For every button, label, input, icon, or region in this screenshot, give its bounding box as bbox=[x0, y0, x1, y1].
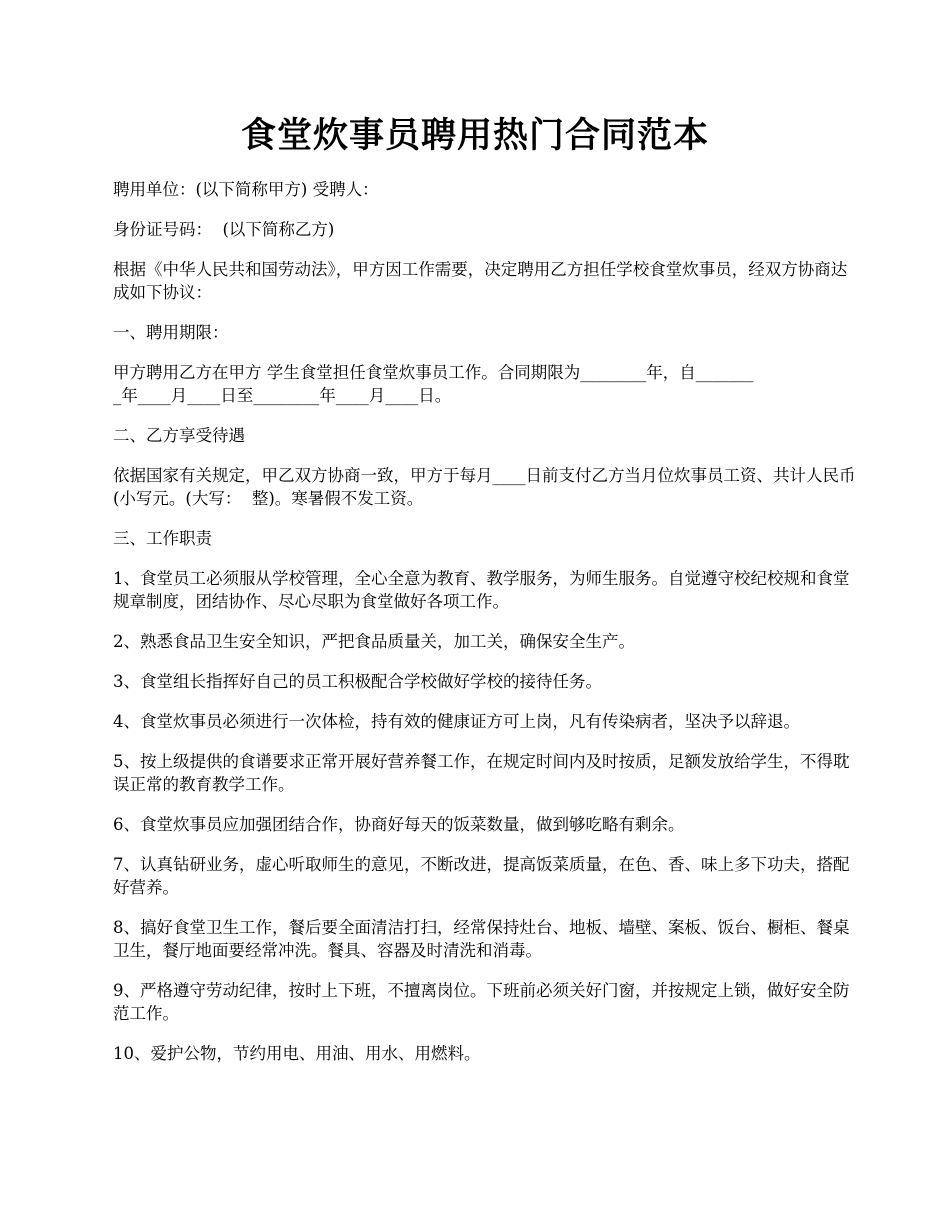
duty-item-10: 10、爱护公物，节约用电、用油、用水、用燃料。 bbox=[113, 1044, 481, 1063]
document-body bbox=[113, 178, 858, 1082]
section-heading-benefits: 二、乙方享受待遇 bbox=[113, 426, 245, 445]
document-title: 食堂炊事员聘用热门合同范本 bbox=[240, 115, 709, 156]
paragraph-benefits-details: 依据国家有关规定，甲乙双方协商一致，甲方于每月____日前支付乙方当月位炊事员工资、共计人民币(小写元。(大写： 整)。寒暑假不发工资。 bbox=[113, 466, 856, 508]
duty-item-1: 1、食堂员工必须服从学校管理，全心全意为教育、教学服务，为师生服务。自觉遵守校纪校规和食堂规章制度，团结协作、尽心尽职为食堂做好各项工作。 bbox=[113, 569, 850, 611]
duty-item-3: 3、食堂组长指挥好自己的员工积极配合学校做好学校的接待任务。 bbox=[113, 672, 602, 691]
paragraph-preamble: 根据《中华人民共和国劳动法》，甲方因工作需要，决定聘用乙方担任学校食堂炊事员，经双方协商达成如下协议： bbox=[113, 260, 848, 302]
paragraph-employer: 聘用单位：(以下简称甲方) 受聘人： bbox=[113, 180, 379, 199]
duty-item-6: 6、食堂炊事员应加强团结合作，协商好每天的饭菜数量，做到够吃略有剩余。 bbox=[113, 815, 685, 834]
duty-item-4: 4、食堂炊事员必须进行一次体检，持有效的健康证方可上岗，凡有传染病者，坚决予以辞退。 bbox=[113, 712, 800, 731]
duty-item-5: 5、按上级提供的食谱要求正常开展好营养餐工作，在规定时间内及时按质，足额发放给学生，不得耽误正常的教育教学工作。 bbox=[113, 752, 850, 794]
section-heading-duties: 三、工作职责 bbox=[113, 529, 212, 548]
duty-item-2: 2、熟悉食品卫生安全知识，严把食品质量关，加工关，确保安全生产。 bbox=[113, 632, 635, 651]
paragraph-id-number: 身份证号码： (以下简称乙方) bbox=[113, 220, 335, 239]
paragraph-term-details: 甲方聘用乙方在甲方 学生食堂担任食堂炊事员工作。合同期限为________年，自_______ _年____月____日至________年____月____日。 bbox=[113, 363, 754, 405]
section-heading-term: 一、聘用期限： bbox=[113, 323, 229, 342]
duty-item-9: 9、严格遵守劳动纪律，按时上下班，不擅离岗位。下班前必须关好门窗，并按规定上锁，做好安全防范工作。 bbox=[113, 981, 850, 1023]
duty-item-8: 8、搞好食堂卫生工作，餐后要全面清洁打扫，经常保持灶台、地板、墙壁、案板、饭台、橱柜、餐桌卫生，餐厅地面要经常冲洗。餐具、容器及时清洗和消毒。 bbox=[113, 918, 850, 960]
duty-item-7: 7、认真钻研业务，虚心听取师生的意见，不断改进，提高饭菜质量，在色、香、味上多下功夫，搭配好营养。 bbox=[113, 855, 850, 897]
